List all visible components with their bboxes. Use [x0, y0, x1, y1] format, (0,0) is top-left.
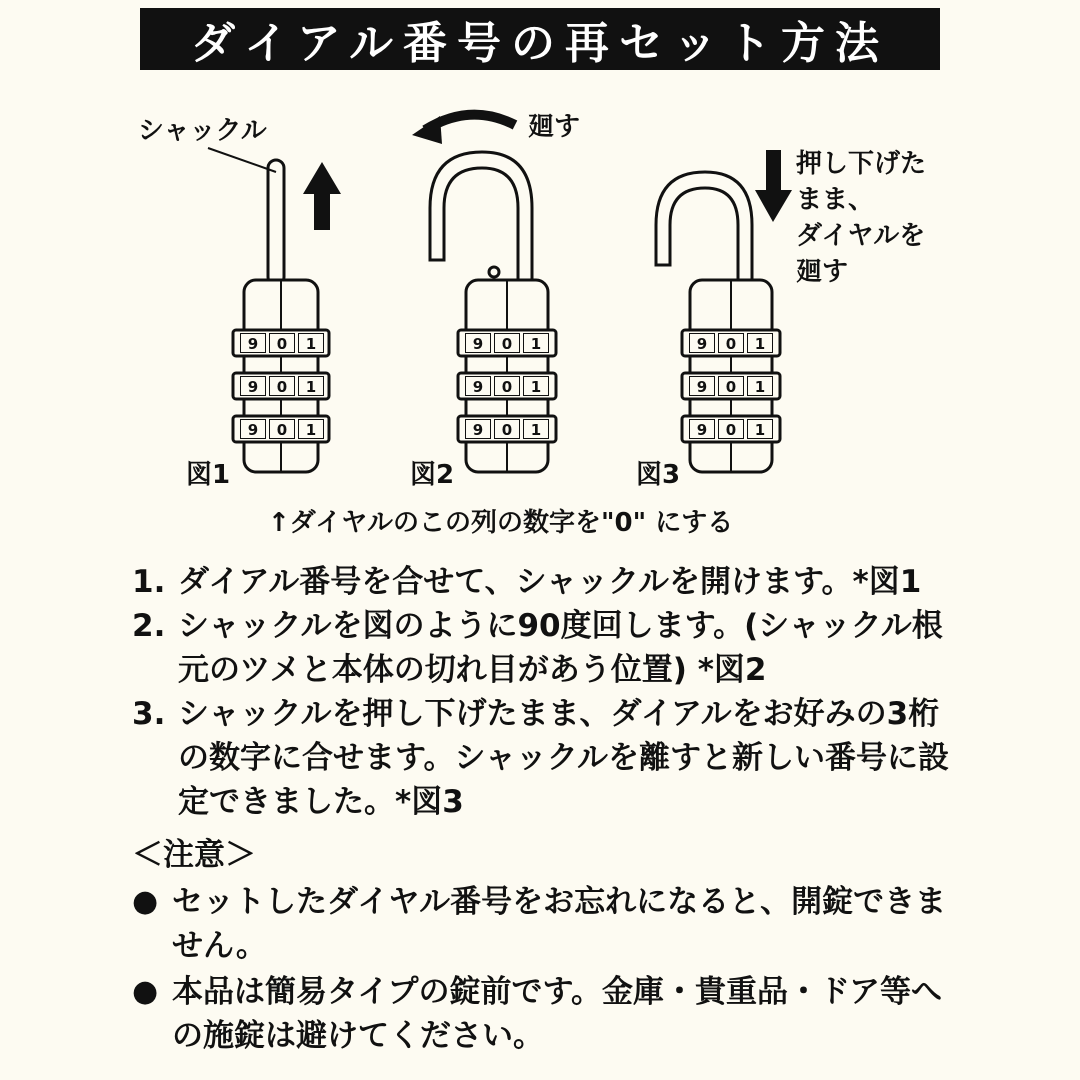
dial-digit: 9	[689, 376, 715, 396]
dial-digit: 0	[494, 333, 520, 353]
lock-2-shackle	[430, 152, 532, 285]
lock-1-shackle	[268, 160, 284, 285]
dial-digit: 0	[718, 376, 744, 396]
lock-3-shackle	[656, 172, 752, 285]
rotate-label: 廻す	[528, 112, 581, 142]
dial-digit: 1	[298, 419, 324, 439]
bullet-icon: ●	[132, 974, 159, 1009]
dial-digit: 1	[523, 333, 549, 353]
dial-digit: 0	[269, 333, 295, 353]
dial-digit: 0	[718, 419, 744, 439]
dial-digit: 1	[298, 376, 324, 396]
caution-notes	[132, 832, 952, 1058]
shackle-label: シャックル	[138, 116, 267, 146]
dial-digit: 0	[269, 376, 295, 396]
dial-digit: 1	[298, 333, 324, 353]
step-3: 3. シャックルを押し下げたまま、ダイアルをお好みの3桁の数字に合せます。シャックルを離すと新しい番号に設定できました。*図3	[132, 696, 949, 820]
caution-item: ● 本品は簡易タイプの錠前です。金庫・貴重品・ドア等への施錠は避けてください。	[132, 970, 952, 1058]
reset-diagram	[0, 90, 1080, 550]
dial-digit: 0	[494, 419, 520, 439]
dial-digit: 9	[465, 376, 491, 396]
step-1: 1. ダイアル番号を合せて、シャックルを開けます。*図1	[132, 564, 922, 600]
column-note: ↑ダイヤルのこの列の数字を"0" にする	[268, 508, 734, 538]
dial-digit: 9	[240, 333, 266, 353]
dial-digit: 9	[689, 419, 715, 439]
dial-digit: 1	[747, 333, 773, 353]
down-arrow-icon	[755, 150, 792, 222]
dial-digit: 9	[465, 419, 491, 439]
step-2: 2. シャックルを図のように90度回します。(シャックル根元のツメと本体の切れ目があう位置) *図2	[132, 608, 943, 688]
dial-digit: 9	[240, 419, 266, 439]
dial-digit: 0	[494, 376, 520, 396]
fig3-label: 図3	[636, 460, 681, 490]
page-title: ダイアル番号の再セット方法	[140, 8, 940, 70]
dial-digit: 9	[465, 333, 491, 353]
up-arrow-icon	[303, 162, 341, 230]
dial-digit: 9	[689, 333, 715, 353]
dial-digit: 1	[523, 419, 549, 439]
dial-digit: 1	[747, 376, 773, 396]
bullet-icon: ●	[132, 884, 159, 919]
dial-digit: 9	[240, 376, 266, 396]
dial-digit: 1	[523, 376, 549, 396]
dial-digit: 0	[269, 419, 295, 439]
fig1-label: 図1	[186, 460, 231, 490]
caution-heading: ＜注意＞	[132, 837, 256, 873]
dial-digit: 0	[718, 333, 744, 353]
instruction-steps	[132, 560, 952, 824]
press-label: 押し下げた まま、 ダイヤルを 廻す	[796, 149, 927, 287]
fig2-label: 図2	[410, 460, 455, 490]
shackle-pointer-line	[208, 148, 276, 172]
caution-item: ● セットしたダイヤル番号をお忘れになると、開錠できません。	[132, 880, 952, 968]
dial-digit: 1	[747, 419, 773, 439]
